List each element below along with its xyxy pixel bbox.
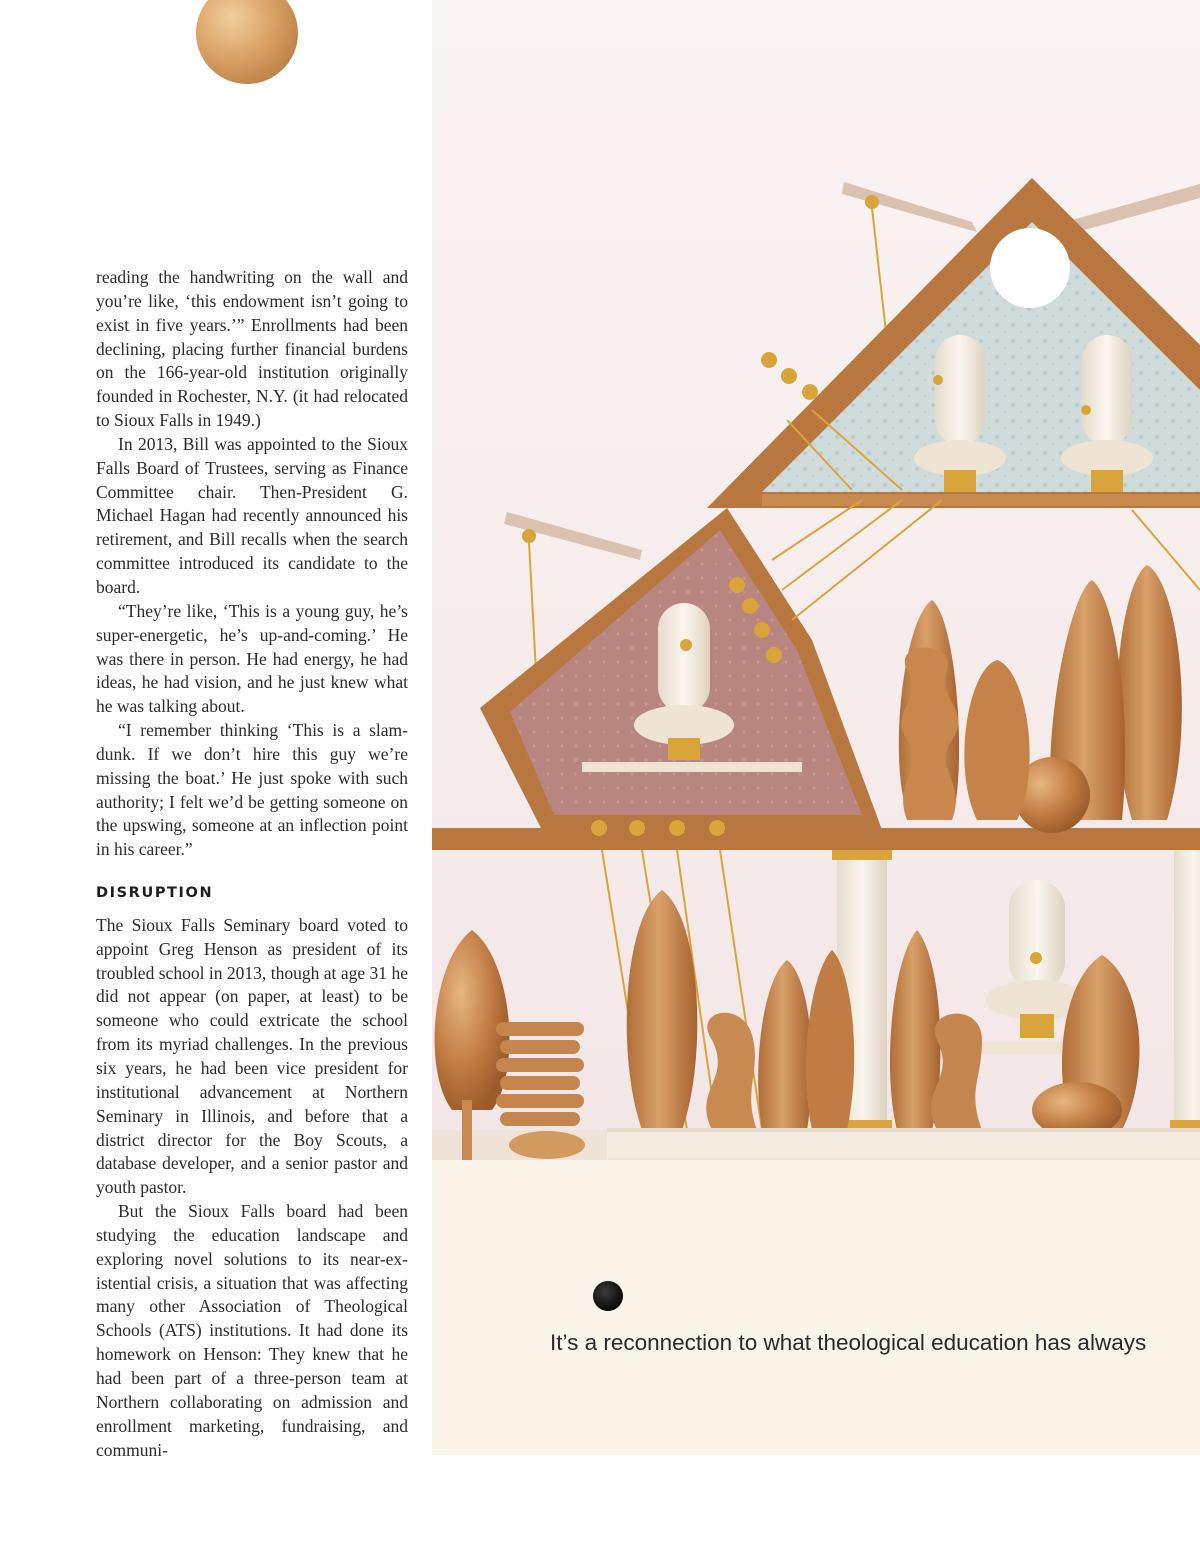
article-column bbox=[96, 266, 408, 1462]
pull-quote-bullet-icon bbox=[593, 1281, 623, 1311]
paragraph-6: But the Sioux Falls board had been studying the education landscape and exploring novel solutions to its near-existential crisis, a situation that was affecting many other Association of Theological Schools (ATS) institutions. It had done its homework on Henson: They knew that he had been part of a three-person team at Northern collaborating on admission and enrollment marketing, fundraising, and communi- bbox=[96, 1201, 408, 1460]
illustration-svg bbox=[432, 0, 1200, 1455]
paragraph-1: reading the handwriting on the wall and you’re like, ‘this endowment isn’t going to exist in five years.’” Enrollments had been declining, placing further financial burdens on the 166-year-old institution originally founded in Rochester, N.Y. (it had relocated to Sioux Falls in 1949.) bbox=[96, 267, 408, 431]
paragraph-2: In 2013, Bill was appointed to the Sioux Falls Board of Trustees, serving as Finance Committee chair. Then-President G. Michael Hagan had recently announced his retirement, and Bill recalls when the search committee introduced its candidate to the board. bbox=[96, 433, 408, 597]
paragraph-3: “They’re like, ‘This is a young guy, he’s super-energetic, he’s up-and-coming.’ He was there in person. He had energy, he had ideas, he had vision, and he just knew what he was talking about. bbox=[96, 600, 408, 717]
pull-quote: It’s a reconnection to what theological education has always bbox=[550, 1330, 1147, 1355]
wooden-house-illustration bbox=[432, 0, 1200, 1455]
paragraph-4: “I remember thinking ‘This is a slam-dunk. If we don’t hire this guy we’re missing the boat.’ He just spoke with such authority; I felt we’d be getting someone on the upswing, someone at an inflection point in his career.” bbox=[96, 720, 408, 860]
wooden-ball-decoration bbox=[196, 0, 298, 84]
paragraph-5: The Sioux Falls Seminary board voted to appoint Greg Henson as president of its troubled school in 2013, though at age 31 he did not appear (on paper, at least) to be someone who could extricate the school from its myriad challenges. In the previous six years, he had been vice president for institutional advancement at Northern Seminary in Illinois, and before that a district director for the Boy Scouts, a database developer, and a senior pastor and youth pastor. bbox=[96, 914, 408, 1198]
section-heading: DISRUPTION bbox=[96, 885, 214, 902]
